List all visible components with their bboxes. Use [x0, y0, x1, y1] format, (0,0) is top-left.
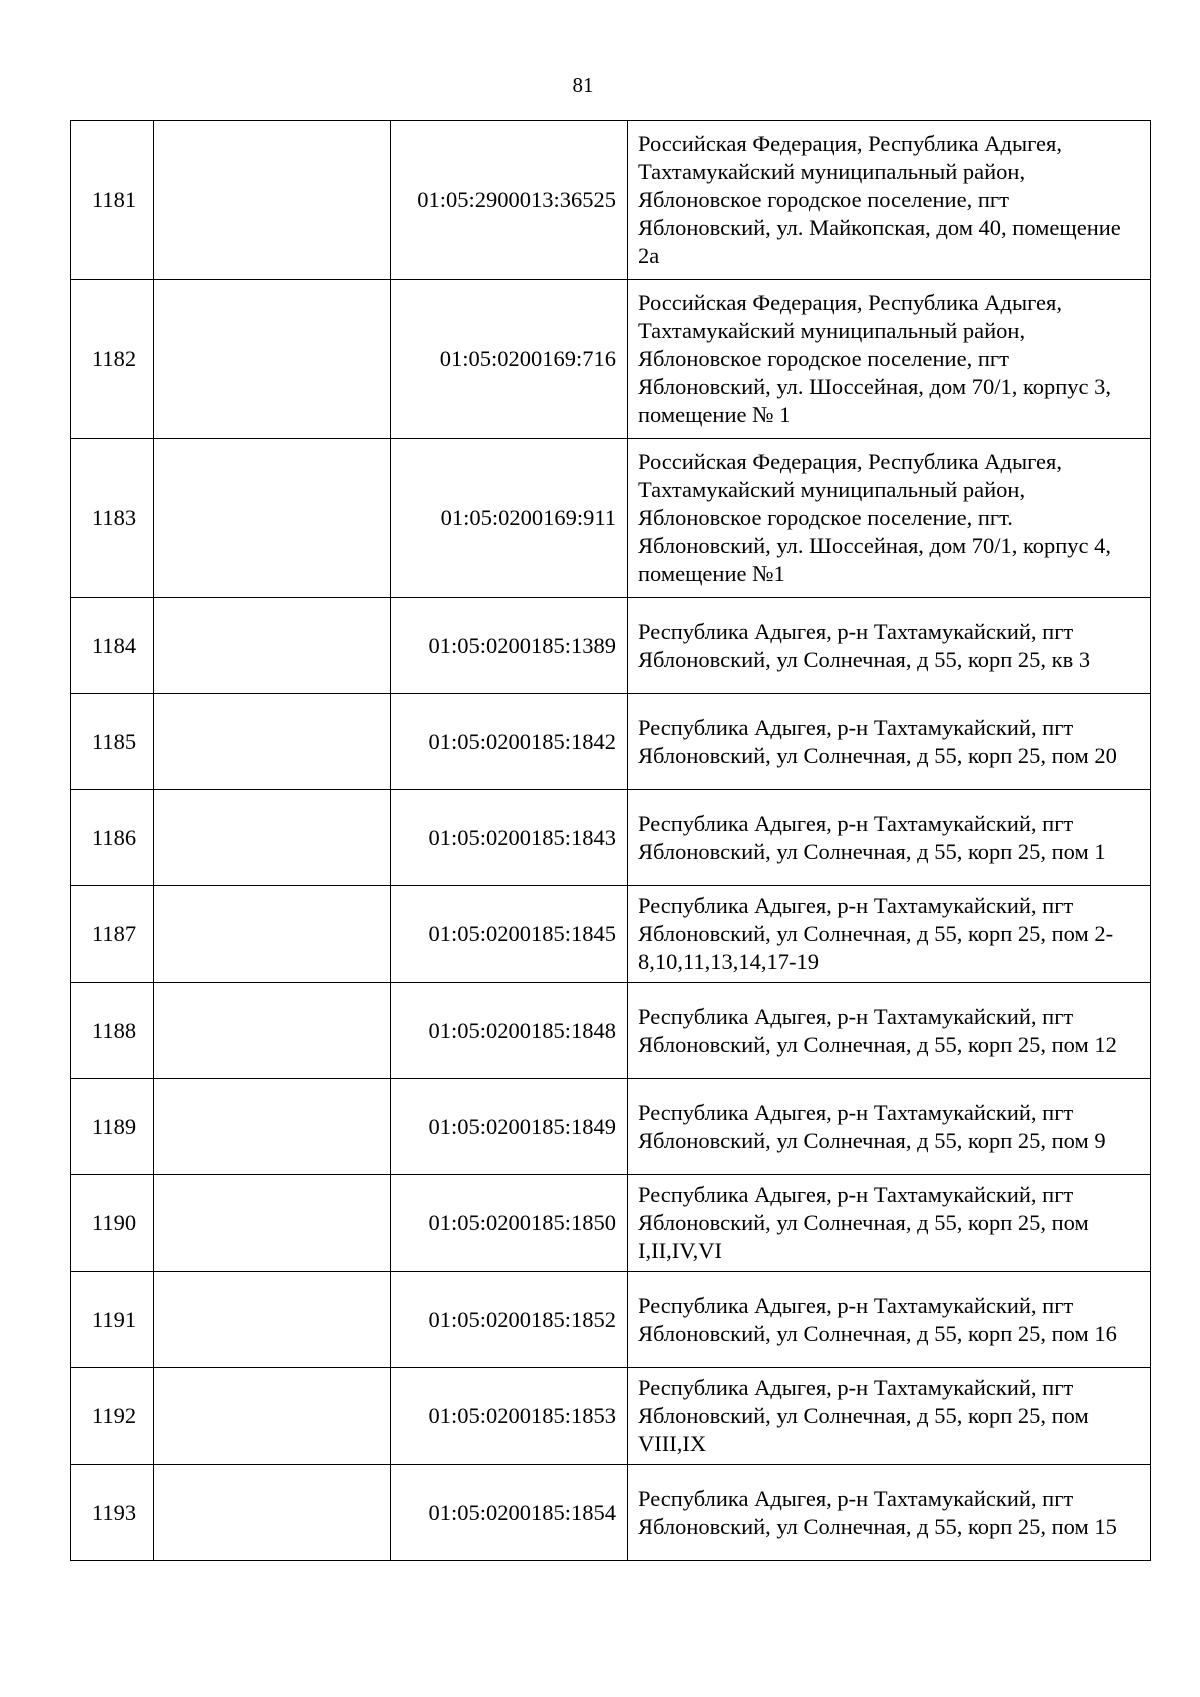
- page-number: 81: [572, 73, 594, 97]
- row-number: 1189: [71, 1079, 154, 1175]
- row-number: 1190: [71, 1175, 154, 1272]
- cadastral-number: 01:05:0200185:1852: [391, 1272, 628, 1368]
- table-row: [71, 1175, 1151, 1272]
- table-row: [71, 121, 1151, 280]
- table-row: [71, 983, 1151, 1079]
- empty-cell: [154, 121, 391, 280]
- empty-cell: [154, 598, 391, 694]
- cadastral-number: 01:05:0200169:716: [391, 280, 628, 439]
- cadastral-number: 01:05:0200185:1389: [391, 598, 628, 694]
- row-number: 1183: [71, 439, 154, 598]
- address: Республика Адыгея, р-н Тахтамукайский, пгт Яблоновский, ул Солнечная, д 55, корп 25, пом VIII,IX: [628, 1368, 1151, 1465]
- address: Республика Адыгея, р-н Тахтамукайский, пгт Яблоновский, ул Солнечная, д 55, корп 25, пом 12: [628, 983, 1151, 1079]
- table-row: [71, 1079, 1151, 1175]
- address: Республика Адыгея, р-н Тахтамукайский, пгт Яблоновский, ул Солнечная, д 55, корп 25, пом 2-8,10,11,13,14,17-19: [628, 886, 1151, 983]
- row-number: 1186: [71, 790, 154, 886]
- address: Республика Адыгея, р-н Тахтамукайский, пгт Яблоновский, ул Солнечная, д 55, корп 25, пом 9: [628, 1079, 1151, 1175]
- address: Республика Адыгея, р-н Тахтамукайский, пгт Яблоновский, ул Солнечная, д 55, корп 25, пом 20: [628, 694, 1151, 790]
- cadastral-number: 01:05:0200185:1848: [391, 983, 628, 1079]
- row-number: 1191: [71, 1272, 154, 1368]
- address: Российская Федерация, Республика Адыгея, Тахтамукайский муниципальный район, Яблоновское городское поселение, пгт Яблоновский, ул. Майкопская, дом 40, помещение 2а: [628, 121, 1151, 280]
- row-number: 1182: [71, 280, 154, 439]
- address: Российская Федерация, Республика Адыгея, Тахтамукайский муниципальный район, Яблоновское городское поселение, пгт Яблоновский, ул. Шоссейная, дом 70/1, корпус 3, помещение № 1: [628, 280, 1151, 439]
- table-row: [71, 694, 1151, 790]
- registry-table-body: [71, 121, 1151, 1561]
- empty-cell: [154, 1272, 391, 1368]
- row-number: 1185: [71, 694, 154, 790]
- empty-cell: [154, 280, 391, 439]
- table-row: [71, 1272, 1151, 1368]
- cadastral-number: 01:05:0200169:911: [391, 439, 628, 598]
- empty-cell: [154, 1368, 391, 1465]
- table-row: [71, 790, 1151, 886]
- empty-cell: [154, 1465, 391, 1561]
- address: Республика Адыгея, р-н Тахтамукайский, пгт Яблоновский, ул Солнечная, д 55, корп 25, пом 1: [628, 790, 1151, 886]
- empty-cell: [154, 439, 391, 598]
- cadastral-number: 01:05:0200185:1853: [391, 1368, 628, 1465]
- cadastral-number: 01:05:0200185:1850: [391, 1175, 628, 1272]
- cadastral-number: 01:05:0200185:1845: [391, 886, 628, 983]
- address: Республика Адыгея, р-н Тахтамукайский, пгт Яблоновский, ул Солнечная, д 55, корп 25, пом I,II,IV,VI: [628, 1175, 1151, 1272]
- cadastral-number: 01:05:0200185:1843: [391, 790, 628, 886]
- registry-table: [70, 120, 1151, 1561]
- address: Российская Федерация, Республика Адыгея, Тахтамукайский муниципальный район, Яблоновское городское поселение, пгт. Яблоновский, ул. Шоссейная, дом 70/1, корпус 4, помещение №1: [628, 439, 1151, 598]
- cadastral-number: 01:05:2900013:36525: [391, 121, 628, 280]
- empty-cell: [154, 886, 391, 983]
- row-number: 1187: [71, 886, 154, 983]
- address: Республика Адыгея, р-н Тахтамукайский, пгт Яблоновский, ул Солнечная, д 55, корп 25, пом 16: [628, 1272, 1151, 1368]
- address: Республика Адыгея, р-н Тахтамукайский, пгт Яблоновский, ул Солнечная, д 55, корп 25, кв 3: [628, 598, 1151, 694]
- empty-cell: [154, 694, 391, 790]
- row-number: 1192: [71, 1368, 154, 1465]
- row-number: 1181: [71, 121, 154, 280]
- empty-cell: [154, 1175, 391, 1272]
- empty-cell: [154, 1079, 391, 1175]
- table-row: [71, 598, 1151, 694]
- cadastral-number: 01:05:0200185:1854: [391, 1465, 628, 1561]
- empty-cell: [154, 790, 391, 886]
- table-row: [71, 886, 1151, 983]
- row-number: 1188: [71, 983, 154, 1079]
- table-row: [71, 439, 1151, 598]
- cadastral-number: 01:05:0200185:1842: [391, 694, 628, 790]
- address: Республика Адыгея, р-н Тахтамукайский, пгт Яблоновский, ул Солнечная, д 55, корп 25, пом 15: [628, 1465, 1151, 1561]
- table-row: [71, 1465, 1151, 1561]
- table-row: [71, 280, 1151, 439]
- cadastral-number: 01:05:0200185:1849: [391, 1079, 628, 1175]
- empty-cell: [154, 983, 391, 1079]
- row-number: 1193: [71, 1465, 154, 1561]
- row-number: 1184: [71, 598, 154, 694]
- table-row: [71, 1368, 1151, 1465]
